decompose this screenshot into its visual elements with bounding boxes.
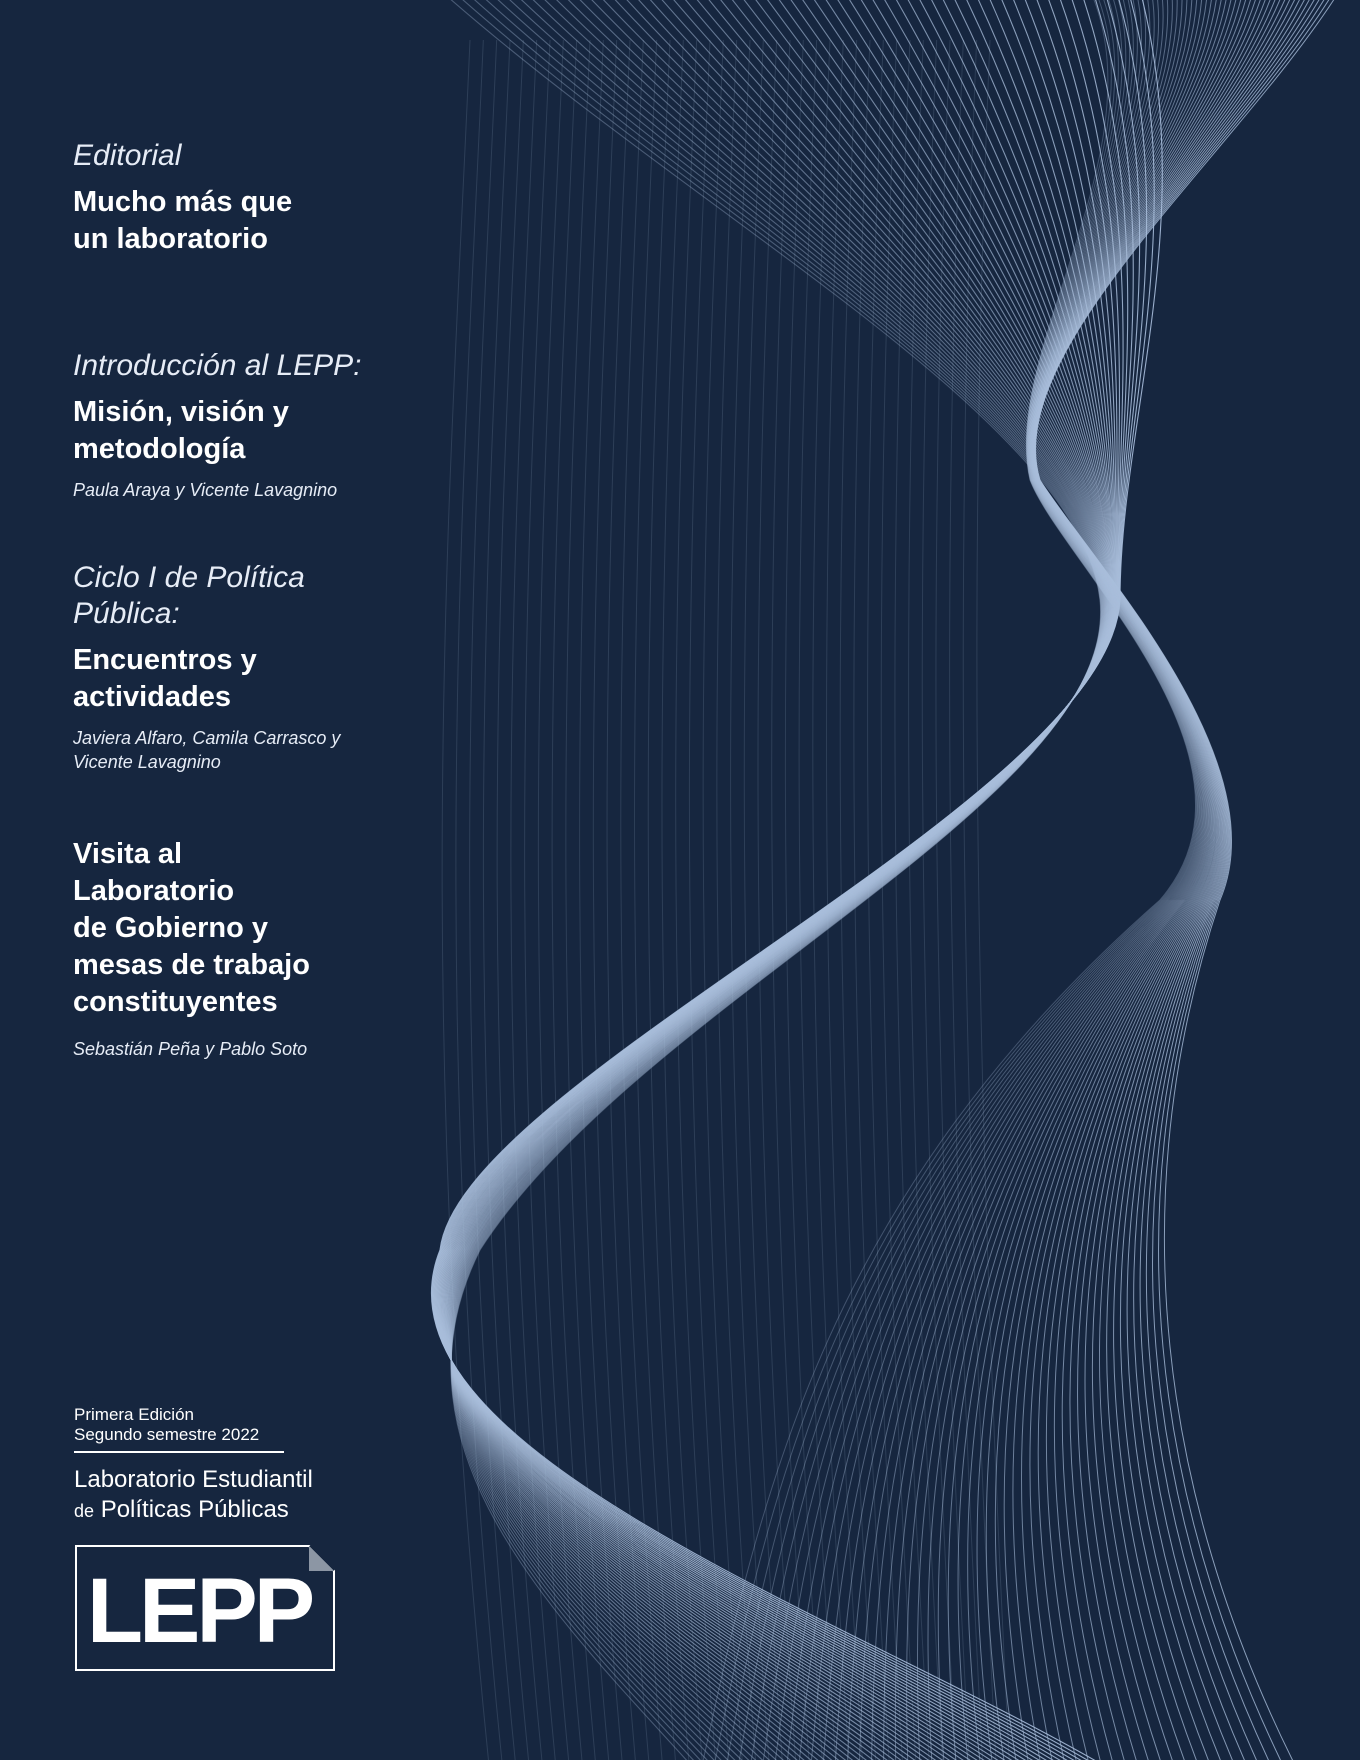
- org-line-1: Laboratorio Estudiantil: [74, 1466, 313, 1493]
- wave-line: [731, 40, 770, 1760]
- wave-line: [607, 40, 650, 1760]
- org-line-2: Políticas Públicas: [100, 1496, 289, 1523]
- organization-name: [74, 1465, 374, 1526]
- entry-authors: Javiera Alfaro, Camila Carrasco y Vicente Lavagnino: [73, 728, 341, 772]
- wave-line: [798, 0, 1201, 1760]
- wave-line: [442, 0, 1113, 1760]
- edition-info: Primera Edición Segundo semestre 2022: [74, 1405, 260, 1444]
- toc-entry-visita: [73, 836, 373, 1061]
- wave-line: [758, 40, 797, 1760]
- wave-line: [909, 40, 944, 1760]
- wave-line: [1033, 0, 1264, 1760]
- wave-line: [470, 40, 517, 1760]
- wave-line: [451, 0, 1104, 1760]
- wave-line: [689, 40, 730, 1760]
- wave-line: [717, 40, 757, 1760]
- wave-line: [450, 0, 1105, 1760]
- entry-kicker: Editorial: [73, 139, 182, 172]
- entry-title: Visita al Laboratorio de Gobierno y mesas de trabajo constituyentes: [73, 838, 310, 1018]
- toc-entry-editorial: [73, 138, 373, 258]
- entry-title: Mucho más que un laboratorio: [73, 186, 293, 255]
- wave-line: [847, 0, 1204, 1760]
- lepp-logo: [75, 1545, 335, 1671]
- org-de: de: [74, 1501, 95, 1521]
- wave-line: [703, 40, 743, 1760]
- toc-entry-ciclo: [73, 560, 373, 774]
- wave-line: [450, 0, 1104, 1760]
- wave-line: [676, 40, 717, 1760]
- wave-line: [799, 40, 837, 1760]
- wave-line: [744, 40, 783, 1760]
- wave-line: [442, 40, 490, 1760]
- entry-authors: Paula Araya y Vicente Lavagnino: [73, 480, 338, 500]
- entry-title: Encuentros y actividades: [73, 644, 257, 713]
- wave-line: [785, 40, 823, 1760]
- entry-kicker: Ciclo I de Política Pública:: [73, 561, 305, 630]
- wave-line: [772, 40, 810, 1760]
- wave-line: [1021, 0, 1237, 1760]
- edition-footer: [74, 1405, 374, 1526]
- wave-line: [442, 0, 1112, 1760]
- entry-kicker: Introducción al LEPP:: [73, 349, 362, 382]
- wave-line: [963, 40, 996, 1760]
- divider: [74, 1451, 284, 1453]
- toc-entry-introduccion: [73, 348, 373, 502]
- entry-title: Misión, visión y metodología: [73, 396, 289, 465]
- entry-authors: Sebastián Peña y Pablo Soto: [73, 1039, 308, 1059]
- wave-line: [871, 0, 1205, 1760]
- logo-text: LEPP: [86, 1559, 312, 1662]
- wave-line: [450, 0, 1104, 1760]
- wave-line: [1033, 0, 1269, 1760]
